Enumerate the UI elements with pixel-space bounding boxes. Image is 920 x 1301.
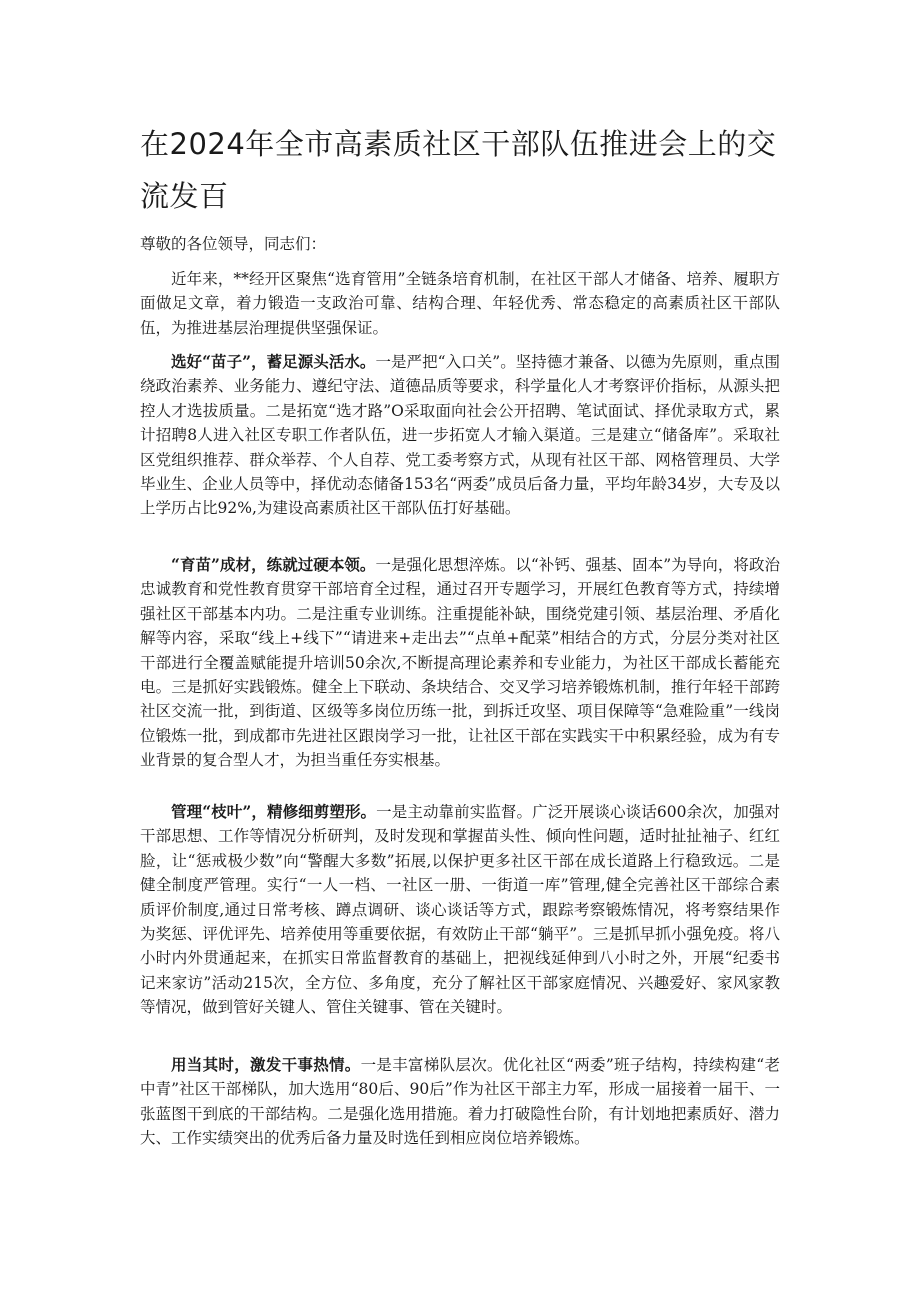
document-title: 在2024年全市高素质社区干部队伍推进会上的交流发百 <box>140 127 777 213</box>
section-body-4: 一是丰富梯队层次。优化社区“两委”班子结构，持续构建“老中青”社区干部梯队，加大选用“80后、90后”作为社区干部主力军，形成一届接着一届干、一张蓝图干到底的干部结构。二是强化选用措施。着力打破隐性台阶，有计划地把素质好、潜力大、工作实绩突出的优秀后备力量及时选任到相应岗位培养锻炼。 <box>140 1056 780 1148</box>
section-paragraph-3 <box>140 800 780 1020</box>
section-heading-4: 用当其时，激发干事热情。 <box>171 1055 361 1074</box>
section-heading-3: 管理“枝叶”，精修细剪塑形。 <box>171 802 377 821</box>
section-heading-1: 选好“苗子”，蓄足源头活水。 <box>171 352 376 371</box>
salutation: 尊敬的各位领导，同志们： <box>140 235 327 253</box>
section-paragraph-2 <box>140 553 780 773</box>
section-body-2: 一是强化思想淬炼。以“补钙、强基、固本”为导向，将政治忠诚教育和党性教育贯穿干部培育全过程，通过召开专题学习，开展红色教育等方式，持续增强社区干部基本内功。二是注重专业训练。注重提能补缺，围绕党建引领、基层治理、矛盾化解等内容，采取“线上+线下”“请进来+走出去”“点单+配菜”相结合的方式，分层分类对社区干部进行全覆盖赋能提升培训50余次,不断提高理论素养和专业能力，为社区干部成长蓄能充电。三是抓好实践锻炼。健全上下联动、条块结合、交叉学习培养锻炼机制，推行年轻干部跨社区交流一批，到街道、区级等多岗位历练一批，到拆迁攻坚、项目保障等“急难险重”一线岗位锻炼一批，到成都市先进社区跟岗学习一批，让社区干部在实践实干中积累经验，成为有专业背景的复合型人才，为担当重任夯实根基。 <box>140 556 780 770</box>
section-paragraph-1 <box>140 350 780 521</box>
section-body-3: 一是主动靠前实监督。广泛开展谈心谈话600余次，加强对干部思想、工作等情况分析研判，及时发现和掌握苗头性、倾向性问题，适时扯扯袖子、红红脸，让“惩戒极少数”向“警醒大多数”拓展,以保护更多社区干部在成长道路上行稳致远。二是健全制度严管理。实行“一人一档、一社区一册、一街道一库”管理,健全完善社区干部综合素质评价制度,通过日常考核、蹲点调研、谈心谈话等方式，跟踪考察锻炼情况，将考察结果作为奖惩、评优评先、培养使用等重要依据，有效防止干部“躺平”。三是抓早抓小强免疫。将八小时内外贯通起来，在抓实日常监督教育的基础上，把视线延伸到八小时之外，开展“纪委书记来家访”活动215次，全方位、多角度，充分了解社区干部家庭情况、兴趣爱好、家风家教等情况，做到管好关键人、管住关键事、管在关键时。 <box>140 803 780 1017</box>
section-paragraph-4 <box>140 1053 780 1151</box>
intro-paragraph: 近年来，**经开区聚焦“选育管用”全链条培育机制，在社区干部人才储备、培养、履职方面做足文章，着力锻造一支政治可靠、结构合理、年轻优秀、常态稳定的高素质社区干部队伍，为推进基层治理提供坚强保证。 <box>140 270 780 337</box>
section-body-1: 一是严把“入口关”。坚持德才兼备、以德为先原则，重点围绕政治素养、业务能力、遵纪守法、道德品质等要求，科学量化人才考察评价指标，从源头把控人才选拔质量。二是拓宽“选才路”O采取面向社会公开招聘、笔试面试、择优录取方式，累计招聘8人进入社区专职工作者队伍，进一步拓宽人才输入渠道。三是建立“储备库”。采取社区党组织推荐、群众举荐、个人自荐、党工委考察方式，从现有社区干部、网格管理员、大学毕业生、企业人员等中，择优动态储备153名“两委”成员后备力量，平均年龄34岁，大专及以上学历占比92%,为建设高素质社区干部队伍打好基础。 <box>140 353 780 518</box>
section-heading-2: “育苗”成材，练就过硬本领。 <box>171 555 376 574</box>
